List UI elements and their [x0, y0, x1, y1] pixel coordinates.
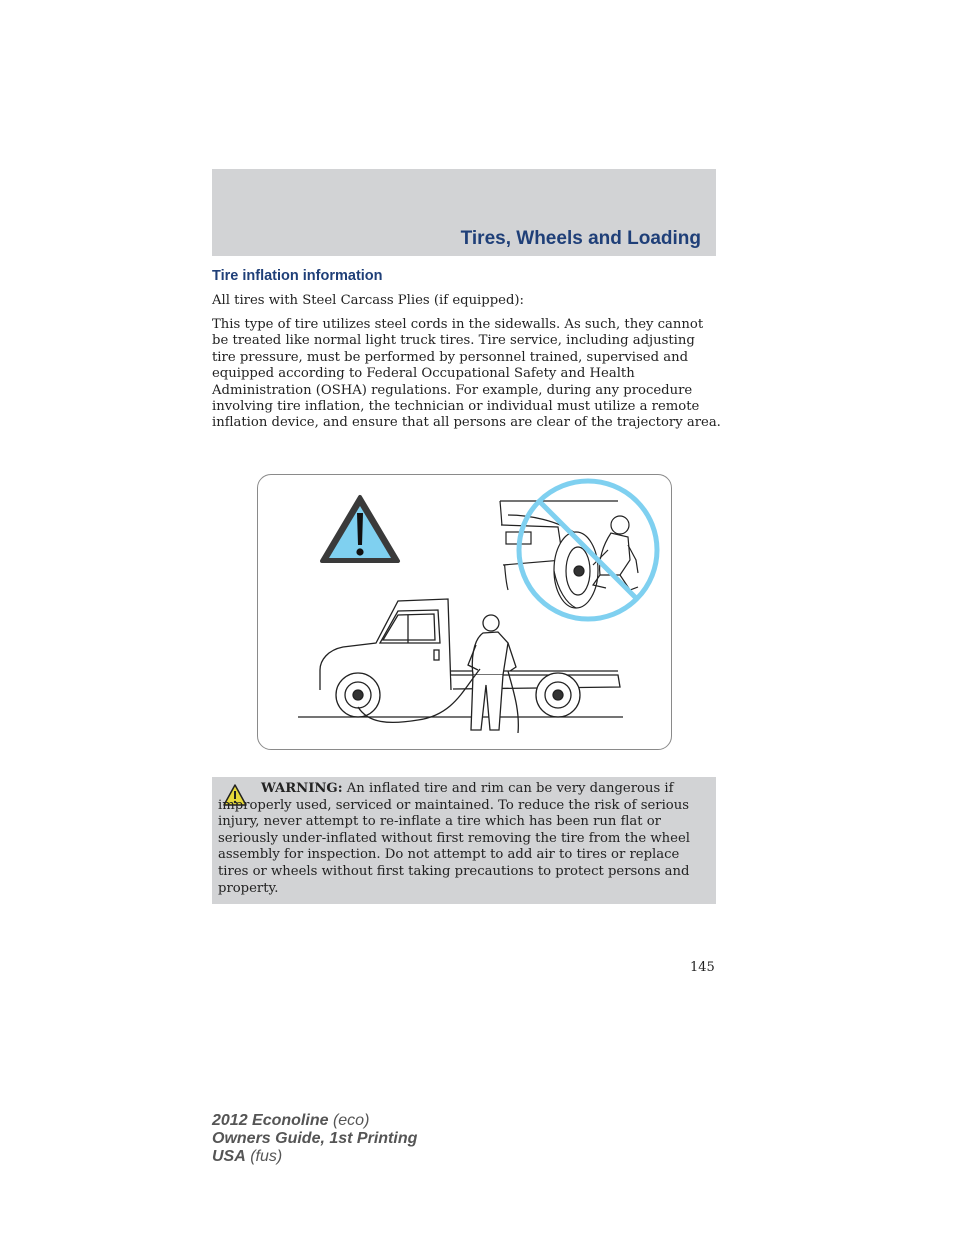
body-paragraph: This type of tire utilizes steel cords in the sidewalls. As such, they cannot be treated like normal light truck tires. Tire service, including adjusting tire pressure, must be performed by personnel trained, supervised and equipped according to Federal Occupational Safety and Health Administration (OSHA) regulations. For example, during any procedure involving tire inflation, the technician or individual must utilize a remote inflation device, and ensure that all persons are clear of the trajectory area. [212, 317, 721, 431]
warning-body: An inflated tire and rim can be very dangerous if improperly used, serviced or maintained. To reduce the risk of serious injury, never attempt to re-inflate a tire which has been run flat or seriously under-inflated without first removing the tire from the wheel assembly for inspection. Do not attempt to add air to tires or replace tires or wheels without first taking precautions to protect persons and property. [218, 781, 691, 896]
chapter-header-band [212, 169, 716, 256]
section-title: Tire inflation information [212, 268, 383, 284]
warning-label: WARNING: [261, 781, 343, 796]
footer-guide: Owners Guide, 1st Printing [212, 1130, 418, 1147]
footer-model-code: (eco) [328, 1112, 370, 1129]
tire-inflation-illustration [257, 474, 672, 750]
footer-market: USA [212, 1148, 246, 1165]
footer-model: 2012 Econoline [212, 1112, 329, 1129]
warning-text [218, 781, 712, 897]
warning-triangle-icon [322, 497, 398, 561]
chapter-title: Tires, Wheels and Loading [460, 228, 701, 249]
page-number: 145 [690, 960, 715, 975]
warning-callout [212, 777, 716, 904]
footer-market-code: (fus) [245, 1148, 283, 1165]
intro-paragraph: All tires with Steel Carcass Plies (if equipped): [212, 293, 524, 308]
document-footer [212, 1112, 417, 1166]
